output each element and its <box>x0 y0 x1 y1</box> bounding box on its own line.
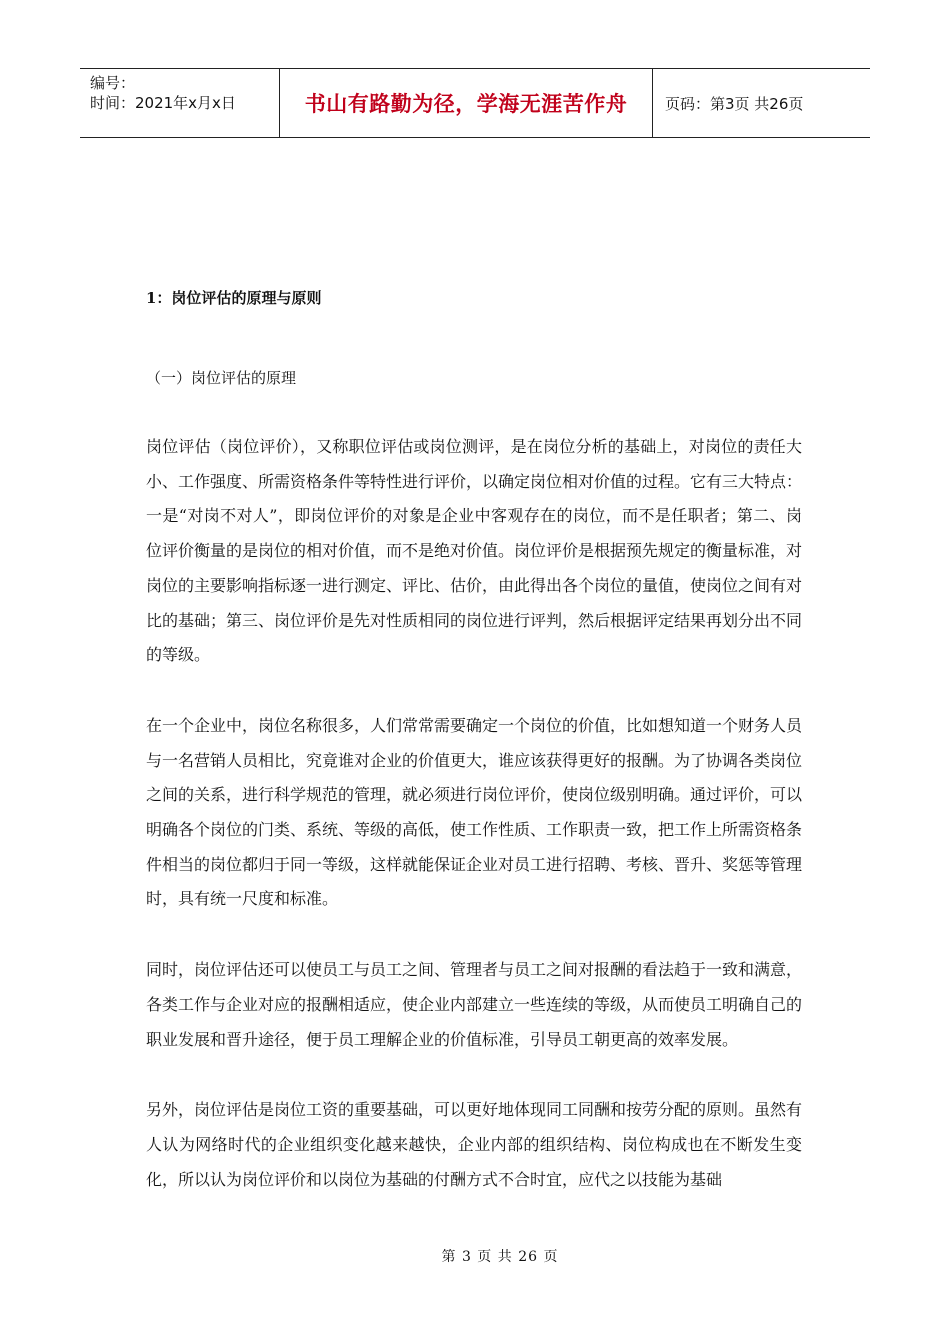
section-title: 1：岗位评估的原理与原则 <box>146 289 322 307</box>
paragraph: 在一个企业中，岗位名称很多，人们常常需要确定一个岗位的价值，比如想知道一个财务人员与一名营销人员相比，究竟谁对企业的价值更大，谁应该获得更好的报酬。为了协调各类岗位之间的关系，进行科学规范的管理，就必须进行岗位评价，使岗位级别明确。通过评价，可以明确各个岗位的门类、系统、等级的高低，使工作性质、工作职责一致，把工作上所需资格条件相当的岗位都归于同一等级，这样就能保证企业对员工进行招聘、考核、晋升、奖惩等管理时，具有统一尺度和标准。 <box>146 715 803 909</box>
motto: 书山有路勤为径，学海无涯苦作舟 <box>280 69 653 137</box>
page-footer: 第 3 页 共 26 页 <box>441 1249 559 1265</box>
paragraph: 同时，岗位评估还可以使员工与员工之间、管理者与员工之间对报酬的看法趋于一致和满意，各类工作与企业对应的报酬相适应，使企业内部建立一些连续的等级，从而使员工明确自己的职业发展和晋升途径，便于员工理解企业的价值标准，引导员工朝更高的效率发展。 <box>146 960 803 1049</box>
page-code: 页码：第3页 共26页 <box>665 94 804 113</box>
date-label: 时间：2021年x月x日 <box>90 94 236 112</box>
paragraph: 另外，岗位评估是岗位工资的重要基础，可以更好地体现同工同酬和按劳分配的原则。虽然有人认为网络时代的企业组织变化越来越快，企业内部的组织结构、岗位构成也在不断发生变化，所以认为岗位评价和以岗位为基础的付酬方式不合时宜，应代之以技能为基础 <box>146 1100 803 1189</box>
section-subtitle: （一）岗位评估的原理 <box>146 369 297 387</box>
number-label: 编号： <box>90 74 136 92</box>
header-left-cell <box>80 69 280 137</box>
paragraph: 岗位评估（岗位评价），又称职位评估或岗位测评，是在岗位分析的基础上，对岗位的责任大小、工作强度、所需资格条件等特性进行评价，以确定岗位相对价值的过程。它有三大特点：一是“对岗不对人”，即岗位评价的对象是企业中客观存在的岗位，而不是任职者；第二、岗位评价衡量的是岗位的相对价值，而不是绝对价值。岗位评价是根据预先规定的衡量标准，对岗位的主要影响指标逐一进行测定、评比、估价，由此得出各个岗位的量值，使岗位之间有对比的基础；第三、岗位评价是先对性质相同的岗位进行评判，然后根据评定结果再划分出不同的等级。 <box>146 437 803 665</box>
document-body <box>146 284 802 1197</box>
header-table <box>80 68 870 138</box>
